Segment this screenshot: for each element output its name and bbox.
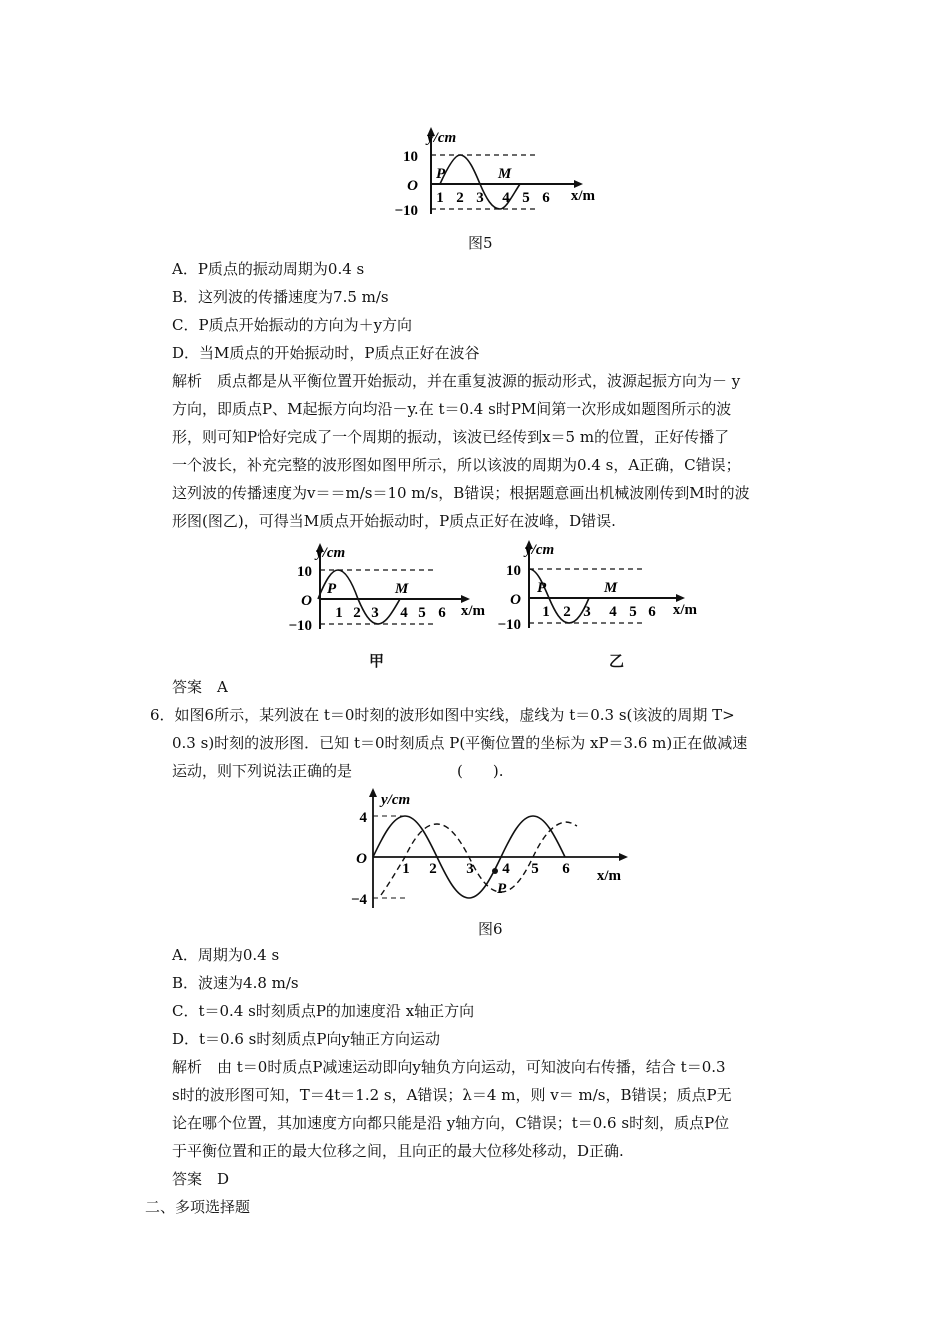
point-m-label: M	[395, 581, 409, 597]
q6-option-a: A．周期为0.4 s	[172, 946, 280, 964]
y-tick-top: 4	[359, 810, 367, 826]
x-tick: 5	[418, 605, 426, 621]
x-tick: 3	[583, 604, 591, 620]
y-axis-label: y/cm	[525, 542, 555, 558]
point-p-label: P	[327, 581, 337, 597]
x-tick: 5	[531, 861, 539, 877]
point-p-label: P	[497, 881, 507, 897]
x-tick: 6	[648, 604, 656, 620]
figure-6	[345, 782, 635, 912]
section-heading: 二、多项选择题	[145, 1198, 251, 1216]
figure-jia	[280, 535, 490, 635]
y-axis-label: y/cm	[316, 545, 346, 561]
wave-curve	[529, 569, 589, 623]
x-axis-label: x/m	[570, 188, 595, 204]
x-tick: 1	[436, 190, 444, 206]
point-m-label: M	[498, 166, 512, 182]
q6-stem-line: 运动，则下列说法正确的是 ( ).	[172, 762, 504, 780]
q5-analysis-line: 形图(图乙)，可得当M质点开始振动时，P质点正好在波峰，D错误.	[172, 512, 616, 530]
x-axis-label: x/m	[596, 868, 621, 884]
y-tick-bottom: −10	[288, 618, 312, 634]
y-axis-label: y/cm	[427, 130, 457, 146]
figure-jia-caption: 甲	[369, 652, 385, 670]
q6-stem-line: 6．如图6所示，某列波在 t＝0时刻的波形如图中实线，虚线为 t＝0.3 s(该波的周期 T>	[150, 706, 735, 724]
q5-answer: 答案 A	[172, 678, 228, 696]
point-p-dot	[492, 868, 498, 874]
x-tick: 1	[542, 604, 550, 620]
q5-analysis-line: 形，则可知P恰好完成了一个周期的振动，该波已经传到x＝5 m的位置，正好传播了	[172, 428, 730, 446]
origin-label: O	[356, 851, 367, 867]
point-m-label: M	[604, 580, 618, 596]
q6-analysis-line: s时的波形图可知，T＝4t＝1.2 s，A错误；λ＝4 m，则 v＝ m/s，B错误；质点P无	[172, 1086, 732, 1104]
q6-stem-line: 0.3 s)时刻的波形图．已知 t＝0时刻质点 P(平衡位置的坐标为 xP＝3.6 m)正在做减速	[172, 734, 748, 752]
q6-option-b: B．波速为4.8 m/s	[172, 974, 299, 992]
figure-5-caption: 图5	[468, 234, 493, 252]
y-tick-top: 10	[506, 563, 521, 579]
x-tick: 4	[609, 604, 617, 620]
point-p-label: P	[436, 166, 446, 182]
y-tick-top: 10	[403, 149, 418, 165]
x-axis-label: x/m	[672, 602, 697, 618]
point-p-label: P	[537, 580, 547, 596]
q6-option-c: C．t＝0.4 s时刻质点P的加速度沿 x轴正方向	[172, 1002, 475, 1020]
figure-5	[380, 122, 610, 222]
x-axis-label: x/m	[460, 603, 485, 619]
x-tick: 1	[402, 861, 410, 877]
q5-analysis-line: 这列波的传播速度为v＝＝m/s＝10 m/s，B错误；根据题意画出机械波刚传到M时的波	[172, 484, 750, 502]
q5-option-b: B．这列波的传播速度为7.5 m/s	[172, 288, 389, 306]
figure-6-caption: 图6	[478, 920, 503, 938]
x-tick: 2	[563, 604, 571, 620]
q6-answer: 答案 D	[172, 1170, 230, 1188]
origin-label: O	[510, 592, 521, 608]
figure-yi	[485, 532, 700, 632]
x-tick: 6	[562, 861, 570, 877]
origin-label: O	[301, 593, 312, 609]
x-tick: 4	[502, 861, 510, 877]
y-tick-bottom: −10	[394, 203, 418, 219]
q6-analysis-line: 于平衡位置和正的最大位移之间，且向正的最大位移处移动，D正确.	[172, 1142, 624, 1160]
q5-option-a: A．P质点的振动周期为0.4 s	[172, 260, 365, 278]
x-tick: 2	[456, 190, 464, 206]
y-axis-label: y/cm	[381, 792, 411, 808]
x-tick: 2	[429, 861, 437, 877]
x-tick: 3	[476, 190, 484, 206]
x-tick: 5	[629, 604, 637, 620]
q5-analysis-line: 解析 质点都是从平衡位置开始振动，并在重复波源的振动形式，波源起振方向为－ y	[172, 372, 741, 390]
q5-analysis-line: 一个波长，补充完整的波形图如图甲所示，所以该波的周期为0.4 s，A正确，C错误；	[172, 456, 741, 474]
y-tick-bottom: −4	[350, 892, 367, 908]
x-tick: 5	[522, 190, 530, 206]
origin-label: O	[407, 178, 418, 194]
dashed-wave-t03	[381, 822, 577, 895]
y-tick-bottom: −10	[497, 617, 521, 632]
x-tick: 6	[542, 190, 550, 206]
q6-option-d: D．t＝0.6 s时刻质点P向y轴正方向运动	[172, 1030, 440, 1048]
x-tick: 3	[371, 605, 379, 621]
q5-analysis-line: 方向，即质点P、M起振方向均沿－y.在 t＝0.4 s时PM间第一次形成如题图所示的波	[172, 400, 732, 418]
q5-option-d: D．当M质点的开始振动时，P质点正好在波谷	[172, 344, 480, 362]
x-tick: 3	[466, 861, 474, 877]
x-tick: 1	[335, 605, 343, 621]
x-tick: 4	[400, 605, 408, 621]
x-tick: 4	[502, 190, 510, 206]
x-tick: 2	[353, 605, 361, 621]
x-tick: 6	[438, 605, 446, 621]
q6-analysis-line: 论在哪个位置，其加速度方向都只能是沿 y轴方向，C错误；t＝0.6 s时刻，质点P位	[172, 1114, 730, 1132]
figure-yi-caption: 乙	[609, 652, 625, 670]
q5-option-c: C．P质点开始振动的方向为＋y方向	[172, 316, 413, 334]
y-tick-top: 10	[297, 564, 312, 580]
q6-analysis-line: 解析 由 t＝0时质点P减速运动即向y轴负方向运动，可知波向右传播，结合 t＝0.3	[172, 1058, 726, 1076]
